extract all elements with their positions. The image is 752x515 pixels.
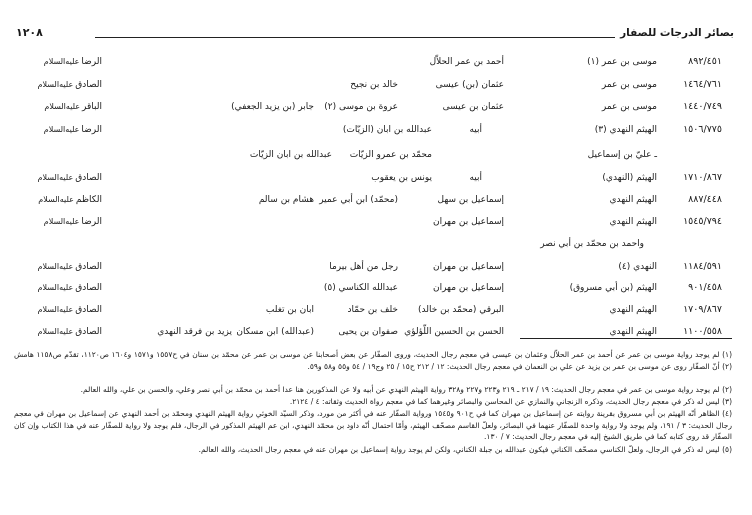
chain-row	[0, 147, 752, 166]
narrator-4: جابر (بن يزيد الجعفي)	[231, 102, 314, 112]
narrator-1: الهيثم النهدي	[609, 217, 657, 227]
imam-name	[38, 170, 102, 186]
page-number: ١٢٠٨	[16, 26, 43, 39]
imam-name	[44, 122, 102, 138]
imam-label: الصادق	[75, 80, 102, 90]
narrator-3: صفوان بن يحيى	[338, 327, 398, 337]
narrator-2b: عبدالله بن ابان (الزيّات)	[342, 125, 432, 135]
honorific-mark: عليه‌السلام	[43, 125, 80, 134]
imam-label: الرضا	[81, 57, 102, 67]
hadith-number: ١٤٤٠/٧٤٩	[683, 101, 722, 112]
imam-label: الصادق	[75, 173, 102, 183]
hadith-number: ١١٨٤/٥٩١	[683, 261, 722, 272]
narrator-1: موسى بن عمر	[601, 80, 657, 90]
honorific-mark: عليه‌السلام	[37, 283, 74, 292]
chain-row	[0, 236, 752, 255]
chain-row	[0, 324, 752, 343]
chain-row	[0, 214, 752, 233]
narrator-2: إسماعيل بن مهران	[432, 283, 504, 293]
hadith-number: ١٥٠٦/٧٧٥	[683, 124, 722, 135]
chain-row	[0, 170, 752, 189]
narrator-5: يزيد بن فرقد النهدي	[157, 327, 232, 337]
narrator-1: النهدي (٤)	[618, 262, 657, 272]
chain-row	[0, 280, 752, 299]
narrator-1: الهيثم النهدي	[609, 195, 657, 205]
imam-name	[44, 54, 102, 70]
chain-row	[0, 259, 752, 278]
imam-name	[44, 214, 102, 230]
imam-label: الصادق	[75, 283, 102, 293]
honorific-mark: عليه‌السلام	[43, 57, 80, 66]
narrator-3: خلف بن حمّاد	[347, 305, 398, 315]
narrator-2: أحمد بن عمر الحلاّل	[429, 57, 504, 67]
imam-name	[38, 302, 102, 318]
footnote: (٢) لم يوجد رواية موسى بن عمر في معجم رجال الحديث: ١٩ / ٢١٧ ـ ٢١٩ و٢٢٣ و٢٢٧ و٣٢٨ رواية الهيثم النهدي عن أبيه ولا عن المذكورين هنا عدا أحمد بن محمّد بن أبي نصر وعلي، والحسن بن علي، والله العالم.	[80, 385, 732, 394]
narrator-1: موسى بن عمر	[601, 102, 657, 112]
imam-label: الصادق	[75, 327, 102, 337]
hadith-number: ٩٠١/٤٥٨	[688, 282, 722, 293]
narrator-1: الهيثم النهدي	[609, 305, 657, 315]
hadith-number: ١٧٠٩/٨٦٧	[683, 304, 722, 315]
narrator-2b: محمّد بن عمرو الزيّات	[349, 150, 432, 160]
hadith-number: ٨٨٧/٤٤٨	[688, 194, 722, 205]
imam-name	[38, 324, 102, 340]
narrator-2: أبيه	[469, 173, 482, 183]
imam-label: الرضا	[81, 217, 102, 227]
narrator-1: الهيثم (بن أبي مسروق)	[569, 283, 657, 293]
chain-row	[0, 99, 752, 118]
narrator-3: رجل من أهل بيرما	[329, 262, 398, 272]
honorific-mark: عليه‌السلام	[43, 217, 80, 226]
chain-row	[0, 302, 752, 321]
narrator-3: خالد بن نجيح	[350, 80, 398, 90]
imam-label: الصادق	[75, 305, 102, 315]
narrator-2: عثمان (بن) عيسى	[435, 80, 504, 90]
footnote: (٤) الظاهر أنّه الهيثم بن أبي مسروق بقرينة روايته عن إسماعيل بن مهران كما في ح٩٠١ و١٥٤٥ ورواية الصفّار عنه في أكثر من مورد، وذكر السيّد الخوئي رواية الهيثم النهدي ومحمّد بن أحمد النهدي عن إسماعيل بن مهران في معجم رجال الحديث: ٣ / ١٩١، ولم يوجد ولا رواية واحدة للصفّار عنهما في البصائر، ولعلّ القاسم مصحّف الهيثم، وأمّا احتمال أنّه داود بن محمّد النهدي، ابن عم الهيثم المذكور في الرجال، فلم يوجد ولا رواية للصفّار عنه في هذا الكتاب وإن كان الصفّار قد روى كتابه كما في طريق الشيخ إليه في معجم رجال الحديث: ٧ / ١٣٠.	[14, 409, 732, 441]
narrator-1: الهيثم النهدي	[609, 327, 657, 337]
footnote-rule	[520, 338, 732, 339]
honorific-mark: عليه‌السلام	[37, 305, 74, 314]
narrator-1: الهيثم (النهدي)	[602, 173, 657, 183]
narrator-4: ابان بن تغلب	[265, 305, 314, 315]
narrator-2: عثمان بن عيسى	[442, 102, 504, 112]
narrator-3: عبدالله بن ابان الزيّات	[249, 150, 332, 160]
chain-row	[0, 192, 752, 211]
imam-name	[38, 192, 102, 208]
narrator-4: هشام بن سالم	[258, 195, 314, 205]
imam-label: الصادق	[75, 262, 102, 272]
footnote: (١) لم يوجد رواية موسى بن عمر عن أحمد بن عمر الحلاّل وعثمان بن عيسى في معجم رجال الحديث، وروى الصفّار عن بعض أصحابنا عن موسى بن عمر عن محمّد بن سنان في ح١٥٥٧ و١٥٧١ و١٦٠٤ ص١١٢٠، تقدّم ص١١٥٨ هامش (٢) أنّ الصفّار روى عن موسى بن عمر بن يزيد عن علي بن النعمان في معجم رجال الحديث: ١٢ / ٢١٢ ح١٥ / ٢٥ وج١٩ / ٥٤ و٥٥ و٥٨ و٥٩.	[14, 350, 732, 371]
narrator-4: (عبدالله) ابن مسكان	[236, 327, 314, 337]
honorific-mark: عليه‌السلام	[37, 262, 74, 271]
narrator-2: إسماعيل بن مهران	[432, 262, 504, 272]
narrator-3: (محمّد) ابن أبي عمير	[319, 195, 398, 205]
narrator-3: عروة بن موسى (٢)	[324, 102, 398, 112]
hadith-number: ٨٩٢/٤٥١	[688, 56, 722, 67]
narrator-2: إسماعيل بن سهل	[437, 195, 504, 205]
narrator-2b: يونس بن يعقوب	[371, 173, 432, 183]
imam-name	[38, 259, 102, 275]
narrator-2: البرقي (محمّد بن خالد)	[417, 305, 504, 315]
honorific-mark: عليه‌السلام	[37, 173, 74, 182]
chain-row	[0, 77, 752, 96]
imam-name	[38, 77, 102, 93]
honorific-mark: عليه‌السلام	[37, 80, 74, 89]
running-title: بصائر الدرجات للصفار	[620, 27, 734, 39]
header-rule	[95, 37, 615, 38]
footnote: (٣) ليس له ذكر في معجم رجال الحديث، وذكره الزنجاني والنمازي عن المحاسن والبصائر وغيرهما كما في معجم رواة الحديث وثقاته: ٤ / ٢١٢٤.	[289, 397, 732, 406]
imam-name	[44, 99, 102, 115]
honorific-mark: عليه‌السلام	[38, 195, 74, 204]
hadith-number: ١٧١٠/٨٦٧	[683, 172, 722, 183]
chain-row	[0, 122, 752, 141]
narrator-1: الهيثم النهدي (٣)	[594, 125, 657, 135]
narrator-2: أبيه	[469, 125, 482, 135]
narrator-1: موسى بن عمر (١)	[587, 57, 657, 67]
narrator-2: الحسن بن الحسين اللّؤلؤي	[404, 327, 504, 337]
honorific-mark: عليه‌السلام	[37, 327, 74, 336]
imam-name	[38, 280, 102, 296]
narrator-note: واحمد بن محمّد بن أبي نصر	[540, 239, 644, 249]
chain-row	[0, 54, 752, 73]
hadith-number: ١٥٤٥/٧٩٤	[683, 216, 722, 227]
footnote: (٥) ليس له ذكر في الرجال، ولعلّ الكناسي مصحّف الكناني فيكون عبدالله بن جبلة الكناني، ولكن لم يوجد رواية إسماعيل بن مهران عنه في معجم رجال الحديث، والله العالم.	[198, 445, 732, 454]
imam-label: الرضا	[81, 125, 102, 135]
hadith-number: ١١٠٠/٥٥٨	[683, 326, 722, 337]
narrator-2: إسماعيل بن مهران	[432, 217, 504, 227]
narrator-3: عبدالله الكناسي (٥)	[323, 283, 398, 293]
narrator-1: ـ عليّ بن إسماعيل	[587, 150, 657, 160]
imam-label: الكاظم	[75, 195, 102, 205]
imam-label: الباقر	[82, 102, 102, 112]
hadith-number: ١٤٦٤/٧٦١	[683, 79, 722, 90]
honorific-mark: عليه‌السلام	[44, 102, 81, 111]
